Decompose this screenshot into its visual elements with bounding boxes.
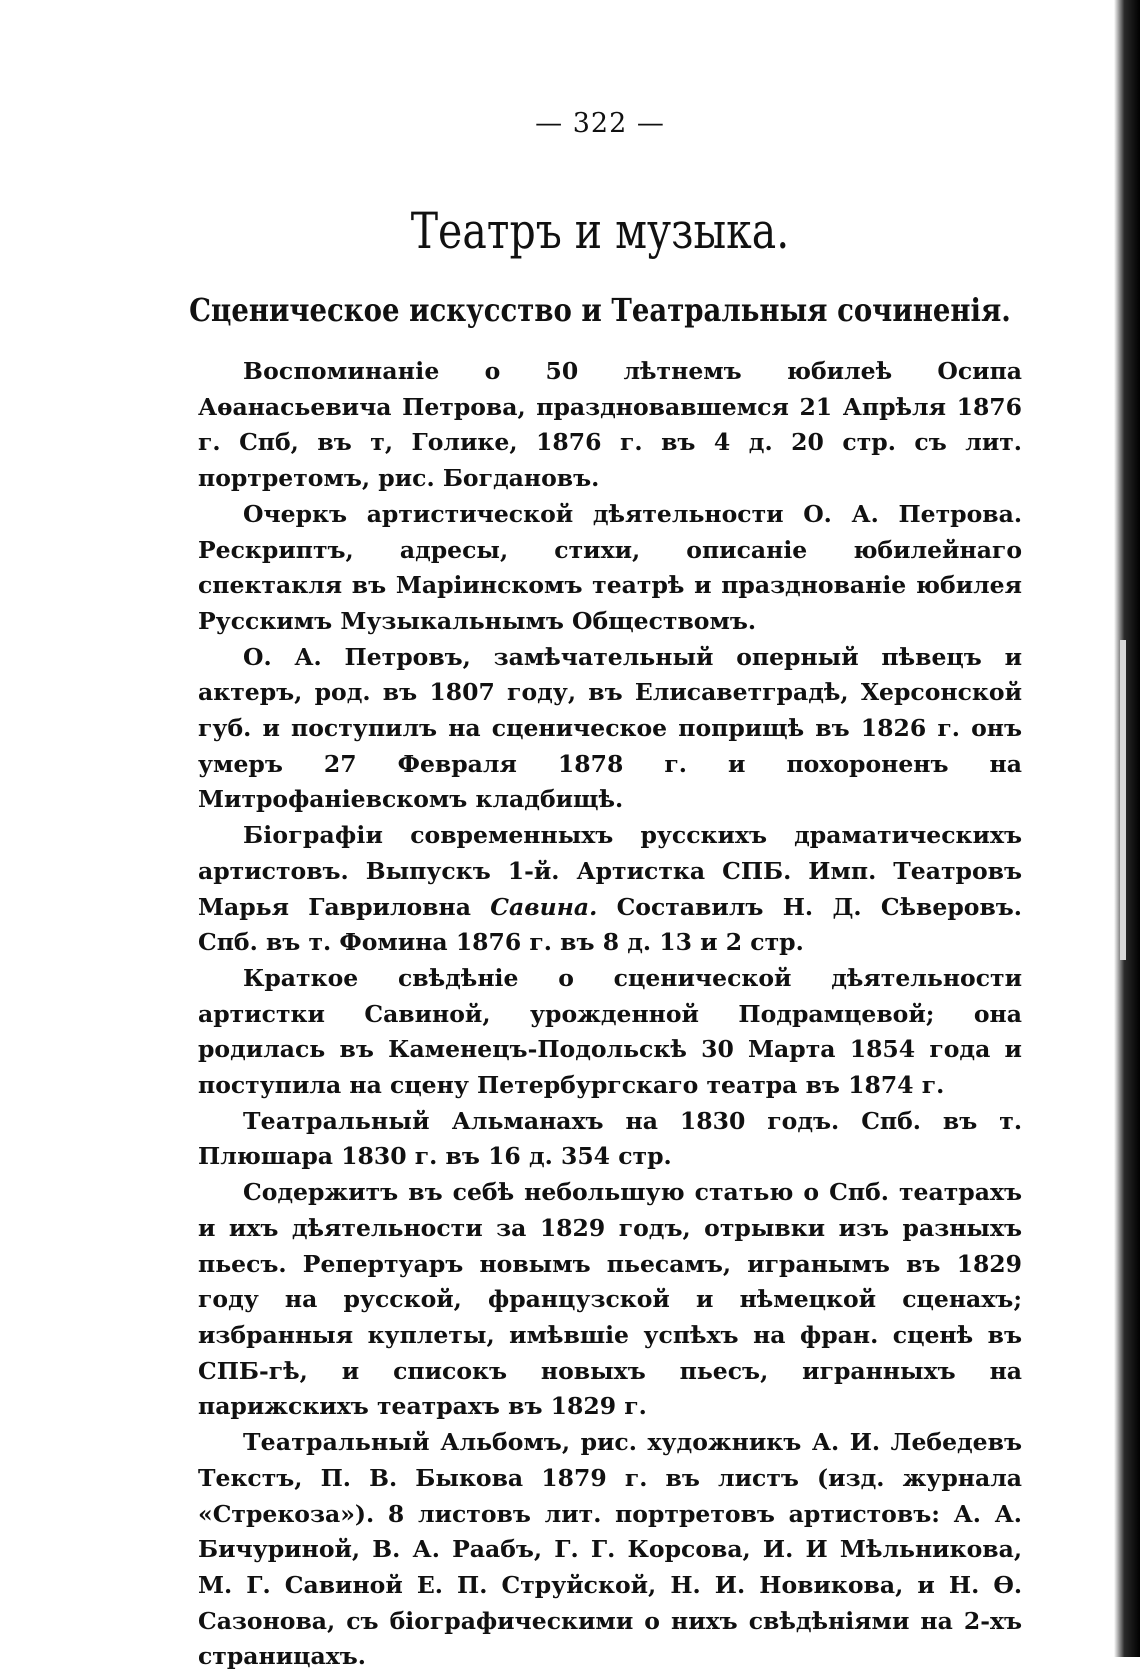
paragraph-petrov-biography bbox=[198, 640, 1022, 819]
subsection-title: Сценическое искусство и Театральныя сочиненія. bbox=[189, 291, 1011, 329]
paragraph-text: Очеркъ артистической дѣятельности О. А. Петрова. Рескриптъ, адресы, стихи, описаніе юбилейнаго спектакля въ Маріинскомъ театрѣ и празднованіе юбилея Русскимъ Музыкальнымъ Обществомъ. bbox=[198, 499, 1022, 635]
entry-text: Альманахъ на 1830 годъ. Спб. въ т. Плюшара 1830 г. въ 16 д. 354 стр. bbox=[198, 1106, 1022, 1171]
scan-edge-shadow bbox=[1114, 0, 1140, 1657]
paragraph-petrov-description bbox=[198, 497, 1022, 640]
paragraph-text: Содержитъ въ себѣ небольшую статью о Спб. театрахъ и ихъ дѣятельности за 1829 годъ, отрывки изъ разныхъ пьесъ. Репертуаръ новымъ пьесамъ, игранымъ въ 1829 году на русской, французской и нѣмецкой сценахъ; избранныя куплеты, имѣвшіе успѣхъ на фран. сценѣ въ СПБ-гѣ, и списокъ новыхъ пьесъ, игранныхъ на парижскихъ театрахъ въ 1829 г. bbox=[198, 1178, 1022, 1421]
body-text bbox=[198, 354, 1022, 1675]
entry-text: о 50 лѣтнемъ юбилеѣ Осипа Аѳанасьевича Петрова, праздновавшемся 21 Апрѣля 1876 г. Спб, въ т, Голике, 1876 г. въ 4 д. 20 стр. съ лит. портретомъ, рис. Богдановъ. bbox=[198, 357, 1022, 493]
paragraph-text: Краткое свѣдѣніе о сценической дѣятельности артистки Савиной, урожденной Подрамцевой; она родилась въ Каменецъ-Подольскѣ 30 Марта 1854 года и поступила на сцену Петербургскаго театра въ 1874 г. bbox=[198, 963, 1022, 1100]
paragraph-almanac-description bbox=[198, 1175, 1022, 1425]
entry-lead-word: Театральный bbox=[243, 1106, 430, 1135]
entry-lead-word: Воспоминаніе bbox=[243, 357, 440, 385]
page-number: — 322 — bbox=[535, 108, 665, 139]
entry-lead-word: Театральный bbox=[243, 1428, 430, 1457]
paragraph-savina-description bbox=[198, 961, 1022, 1104]
entry-text: современныхъ русскихъ драматическихъ артистовъ. Выпускъ 1-й. Артистка СПБ. Имп. Театровъ Марья Гавриловна bbox=[198, 821, 1022, 921]
entry-text-after: Составилъ Н. Д. Сѣверовъ. Спб. въ т. Фомина 1876 г. въ 8 д. 13 и 2 стр. bbox=[198, 892, 1022, 957]
entry-italic-name: Савина. bbox=[490, 892, 598, 921]
paragraph-petrov-entry bbox=[198, 354, 1022, 497]
paragraph-almanac-entry bbox=[198, 1104, 1022, 1175]
paragraph-biografii-entry bbox=[198, 818, 1022, 961]
paragraph-text: О. А. Петровъ, замѣчательный оперный пѣвецъ и актеръ, род. въ 1807 году, въ Елисаветградѣ, Херсонской губ. и поступилъ на сценическое поприщѣ въ 1826 г. онъ умеръ 27 Февраля 1878 г. и похороненъ на Митрофаніевскомъ кладбищѣ. bbox=[198, 642, 1022, 814]
entry-lead-word: Біографіи bbox=[243, 821, 384, 850]
entry-text: Альбомъ, рис. художникъ А. И. Лебедевъ Текстъ, П. В. Быкова 1879 г. въ листъ (изд. журнала «Стрекоза»). 8 листовъ лит. портретовъ артистовъ: А. А. Бичуриной, В. А. Раабъ, Г. Г. Корсова, И. И Мѣльникова, М. Г. Савиной Е. П. Струйской, Н. И. Новикова, и Н. Ѳ. Сазонова, съ біографическими о нихъ свѣдѣніями на 2-хъ страницахъ. bbox=[198, 1428, 1022, 1671]
paragraph-album-entry bbox=[198, 1425, 1022, 1675]
section-title: Театръ и музыка. bbox=[410, 202, 790, 260]
scan-edge-highlight bbox=[1120, 640, 1126, 960]
